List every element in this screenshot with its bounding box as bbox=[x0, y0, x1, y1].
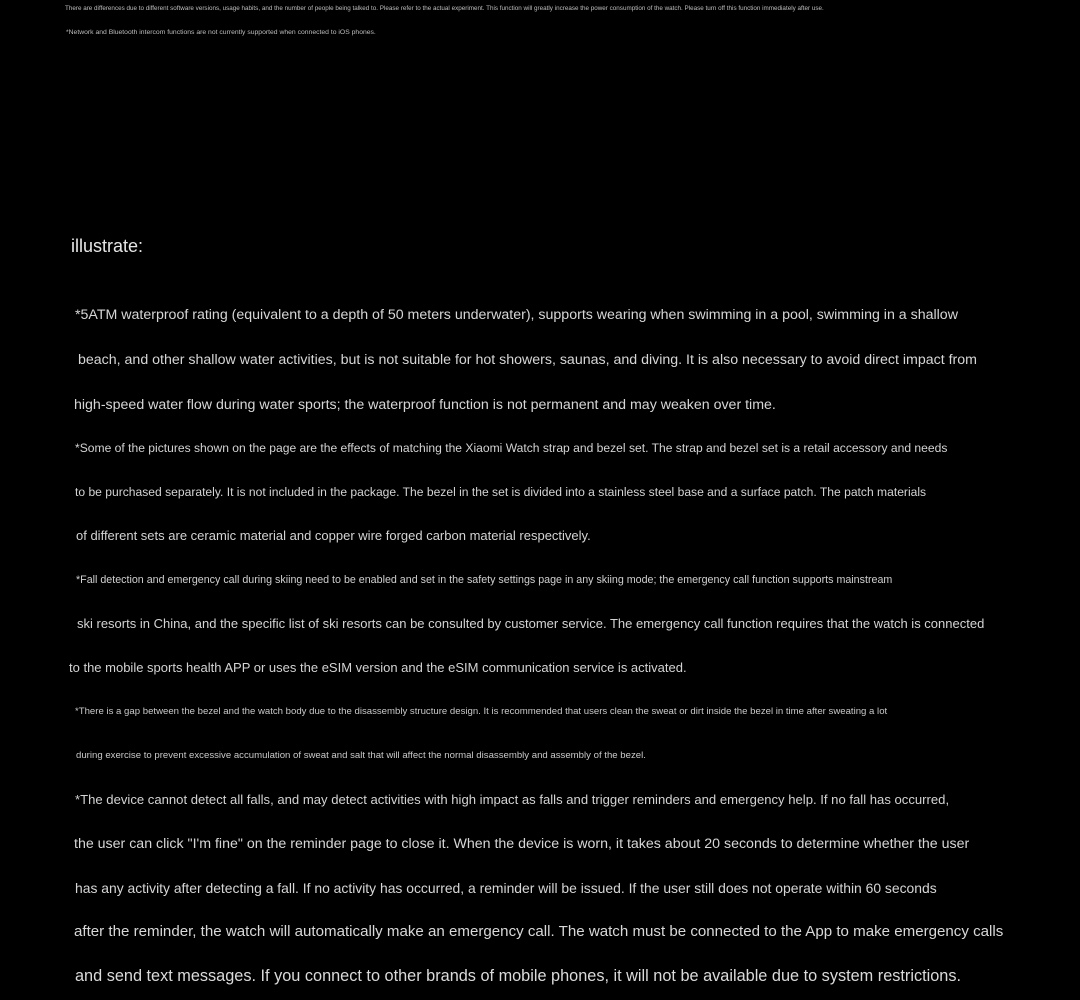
strap-line-1: *Some of the pictures shown on the page are the effects of matching the Xiaomi Watch strap and bezel set. The strap and bezel set is a retail accessory and needs bbox=[75, 441, 948, 455]
bezel-gap-line-1: *There is a gap between the bezel and the watch body due to the disassembly structure design. It is recommended that users clean the sweat or dirt inside the bezel in time after sweating a lot bbox=[75, 706, 888, 717]
falls-line-3: has any activity after detecting a fall. If no activity has occurred, a reminder will be issued. If the user still does not operate within 60 seconds bbox=[75, 880, 937, 896]
skiing-line-1: *Fall detection and emergency call during skiing need to be enabled and set in the safety settings page in any skiing mode; the emergency call function supports mainstream bbox=[76, 574, 893, 586]
falls-line-4: after the reminder, the watch will automatically make an emergency call. The watch must be connected to the App to make emergency calls bbox=[74, 923, 1004, 940]
falls-line-5: and send text messages. If you connect to other brands of mobile phones, it will not be available due to system restrictions. bbox=[75, 967, 962, 985]
strap-line-2: to be purchased separately. It is not included in the package. The bezel in the set is divided into a stainless steel base and a surface patch. The patch materials bbox=[75, 485, 927, 499]
bezel-gap-line-2: during exercise to prevent excessive accumulation of sweat and salt that will affect the normal disassembly and assembly of the bezel. bbox=[76, 750, 646, 761]
top-note-ios: *Network and Bluetooth intercom functions are not currently supported when connected to iOS phones. bbox=[66, 29, 376, 36]
top-note-power: There are differences due to different software versions, usage habits, and the number of people being talked to. Please refer to the actual experiment. This function will greatly increase the power consumption of the watch. Please turn off this function immediately after use. bbox=[65, 5, 824, 12]
strap-line-3: of different sets are ceramic material and copper wire forged carbon material respectively. bbox=[76, 528, 591, 543]
section-heading: illustrate: bbox=[71, 236, 144, 256]
waterproof-line-3: high-speed water flow during water sports; the waterproof function is not permanent and may weaken over time. bbox=[74, 397, 776, 413]
falls-line-2: the user can click "I'm fine" on the reminder page to close it. When the device is worn, it takes about 20 seconds to determine whether the user bbox=[74, 836, 970, 852]
skiing-line-2: ski resorts in China, and the specific list of ski resorts can be consulted by customer service. The emergency call function requires that the watch is connected bbox=[77, 616, 985, 631]
skiing-line-3: to the mobile sports health APP or uses the eSIM version and the eSIM communication service is activated. bbox=[69, 660, 687, 675]
waterproof-line-2: beach, and other shallow water activities, but is not suitable for hot showers, saunas, and diving. It is also necessary to avoid direct impact from bbox=[78, 352, 977, 368]
waterproof-line-1: *5ATM waterproof rating (equivalent to a depth of 50 meters underwater), supports wearing when swimming in a pool, swimming in a shallow bbox=[75, 307, 958, 323]
falls-line-1: *The device cannot detect all falls, and may detect activities with high impact as falls and trigger reminders and emergency help. If no fall has occurred, bbox=[75, 792, 950, 807]
